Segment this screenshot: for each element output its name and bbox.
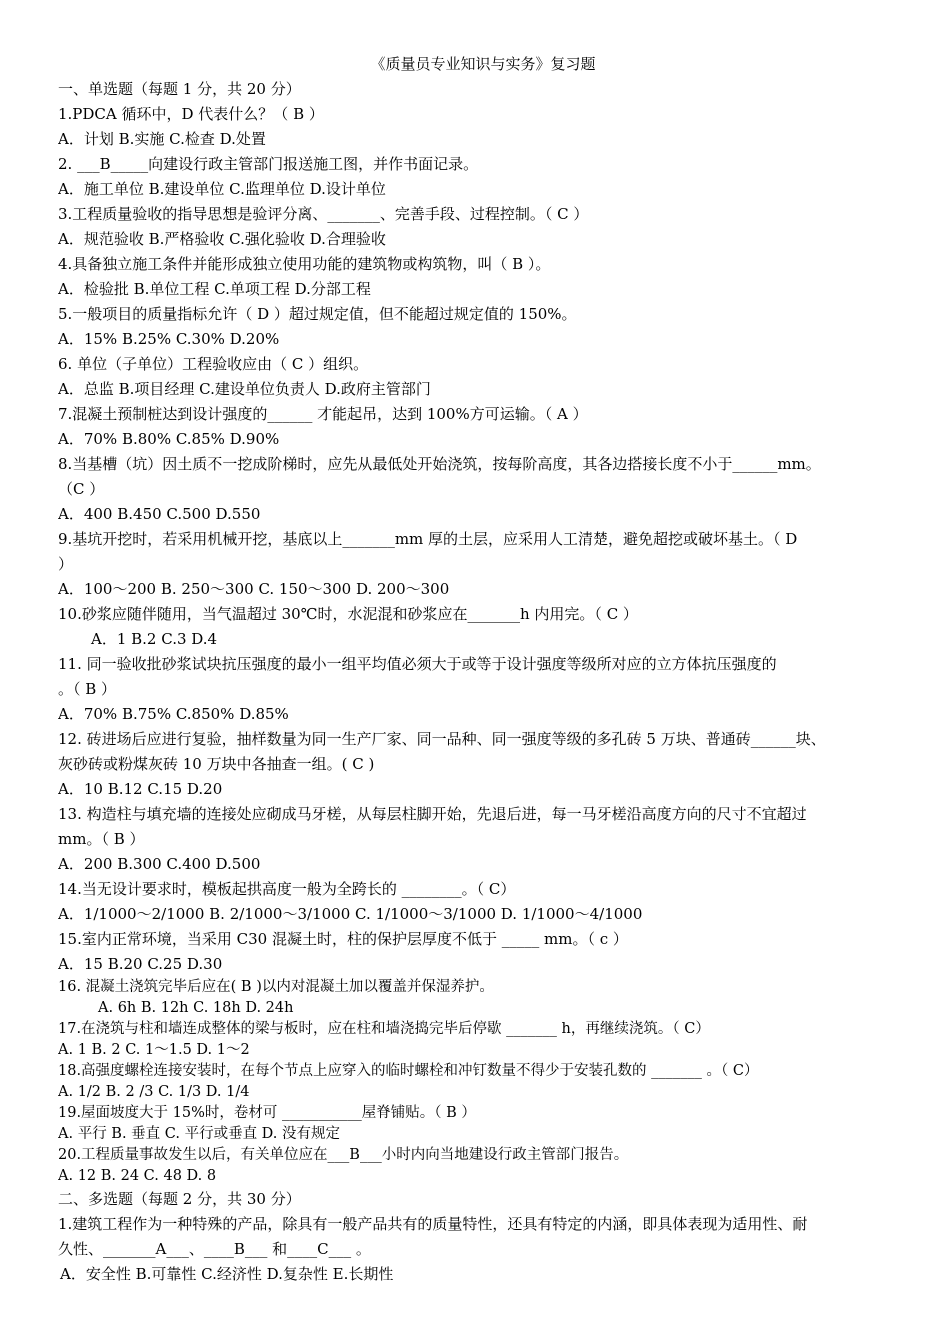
document-page — [58, 52, 908, 1287]
question-7: 7.混凝土预制桩达到设计强度的______ 才能起吊，达到 100%方可运输。（ A ） — [58, 405, 588, 423]
question-16: 16. 混凝土浇筑完毕后应在( B )以内对混凝土加以覆盖并保湿养护。 — [58, 979, 494, 995]
question-8: 8.当基槽（坑）因土质不一挖成阶梯时，应先从最低处开始浇筑，按每阶高度，其各边搭接长度不小于______mm。 — [58, 455, 821, 473]
question-13-continued: mm。（ B ） — [58, 830, 145, 848]
question-18-options: A. 1/2 B. 2 /3 C. 1/3 D. 1/4 — [58, 1084, 250, 1100]
multi-question-1: 1.建筑工程作为一种特殊的产品，除具有一般产品共有的质量特性，还具有特定的内涵，即具体表现为适用性、耐 — [58, 1215, 808, 1233]
question-8-options: A．400 B.450 C.500 D.550 — [58, 505, 261, 523]
question-13: 13. 构造柱与填充墙的连接处应砌成马牙槎，从每层柱脚开始，先退后进，每一马牙槎沿高度方向的尺寸不宜超过 — [58, 805, 807, 823]
question-12-options: A．10 B.12 C.15 D.20 — [58, 780, 223, 798]
question-11-options: A．70% B.75% C.850% D.85% — [58, 705, 289, 723]
question-2-options: A．施工单位 B.建设单位 C.监理单位 D.设计单位 — [58, 180, 386, 198]
question-9-options: A．100～200 B. 250～300 C. 150～300 D. 200～300 — [58, 580, 450, 598]
question-4: 4.具备独立施工条件并能形成独立使用功能的建筑物或构筑物，叫（ B ）。 — [58, 255, 551, 273]
question-5-options: A．15% B.25% C.30% D.20% — [58, 330, 280, 348]
question-9-continued: ） — [58, 555, 74, 573]
question-16-options: A. 6h B. 12h C. 18h D. 24h — [98, 1000, 294, 1016]
question-20-options: A. 12 B. 24 C. 48 D. 8 — [58, 1168, 217, 1184]
question-2: 2. ___B_____向建设行政主管部门报送施工图，并作书面记录。 — [58, 155, 479, 173]
question-13-options: A．200 B.300 C.400 D.500 — [58, 855, 261, 873]
question-14: 14.当无设计要求时，模板起拱高度一般为全跨长的 ________。（ C） — [58, 880, 516, 898]
question-17-options: A. 1 B. 2 C. 1～1.5 D. 1～2 — [58, 1042, 250, 1058]
question-9: 9.基坑开挖时，若采用机械开挖，基底以上_______mm 厚的土层，应采用人工清楚，避免超挖或破坏基土。（ D — [58, 530, 798, 548]
question-15: 15.室内正常环境，当采用 C30 混凝土时，柱的保护层厚度不低于 _____ mm。（ c ） — [58, 930, 628, 948]
question-20: 20.工程质量事故发生以后，有关单位应在___B___小时内向当地建设行政主管部门报告。 — [58, 1147, 629, 1163]
question-6-options: A．总监 B.项目经理 C.建设单位负责人 D.政府主管部门 — [58, 380, 431, 398]
section-heading-multiple-choice: 二、多选题（每题 2 分，共 30 分） — [58, 1190, 301, 1208]
question-10-options: A．1 B.2 C.3 D.4 — [91, 630, 218, 648]
question-5: 5.一般项目的质量指标允许（ D ）超过规定值，但不能超过规定值的 150%。 — [58, 305, 577, 323]
question-8-answer: （C ） — [58, 480, 105, 498]
question-4-options: A．检验批 B.单位工程 C.单项工程 D.分部工程 — [58, 280, 371, 298]
question-18: 18.高强度螺栓连接安装时，在每个节点上应穿入的临时螺栓和冲钉数量不得少于安装孔数的 _______ 。（ C） — [58, 1063, 759, 1079]
question-11-continued: 。（ B ） — [58, 680, 117, 698]
multi-question-1-options: A．安全性 B.可靠性 C.经济性 D.复杂性 E.长期性 — [60, 1265, 394, 1283]
question-3: 3.工程质量验收的指导思想是验评分离、_______、完善手段、过程控制。（ C ） — [58, 205, 589, 223]
multi-question-1-continued: 久性、_______A___、____B___ 和____C___ 。 — [58, 1240, 371, 1258]
question-1-options: A．计划 B.实施 C.检查 D.处置 — [58, 130, 266, 148]
section-heading-single-choice: 一、单选题（每题 1 分，共 20 分） — [58, 80, 301, 98]
document-title: 《质量员专业知识与实务》复习题 — [370, 55, 596, 73]
question-6: 6. 单位（子单位）工程验收应由（ C ）组织。 — [58, 355, 369, 373]
question-7-options: A．70% B.80% C.85% D.90% — [58, 430, 280, 448]
question-17: 17.在浇筑与柱和墙连成整体的梁与板时，应在柱和墙浇捣完毕后停歇 _______ h，再继续浇筑。（ C） — [58, 1021, 710, 1037]
question-11: 11. 同一验收批砂浆试块抗压强度的最小一组平均值必须大于或等于设计强度等级所对应的立方体抗压强度的 — [58, 655, 777, 673]
question-12: 12. 砖进场后应进行复验，抽样数量为同一生产厂家、同一品种、同一强度等级的多孔砖 5 万块、普通砖______块、 — [58, 730, 826, 748]
question-12-continued: 灰砂砖或粉煤灰砖 10 万块中各抽查一组。( C ) — [58, 755, 375, 773]
question-19: 19.屋面坡度大于 15%时，卷材可 ___________屋脊铺贴。（ B ） — [58, 1105, 476, 1121]
question-19-options: A. 平行 B. 垂直 C. 平行或垂直 D. 没有规定 — [58, 1126, 341, 1142]
question-15-options: A．15 B.20 C.25 D.30 — [58, 955, 223, 973]
question-14-options: A．1/1000～2/1000 B. 2/1000～3/1000 C. 1/1000～3/1000 D. 1/1000～4/1000 — [58, 905, 643, 923]
question-1: 1.PDCA 循环中，D 代表什么？（ B ） — [58, 105, 324, 123]
question-3-options: A．规范验收 B.严格验收 C.强化验收 D.合理验收 — [58, 230, 386, 248]
question-10: 10.砂浆应随伴随用，当气温超过 30℃时，水泥混和砂浆应在_______h 内用完。（ C ） — [58, 605, 638, 623]
